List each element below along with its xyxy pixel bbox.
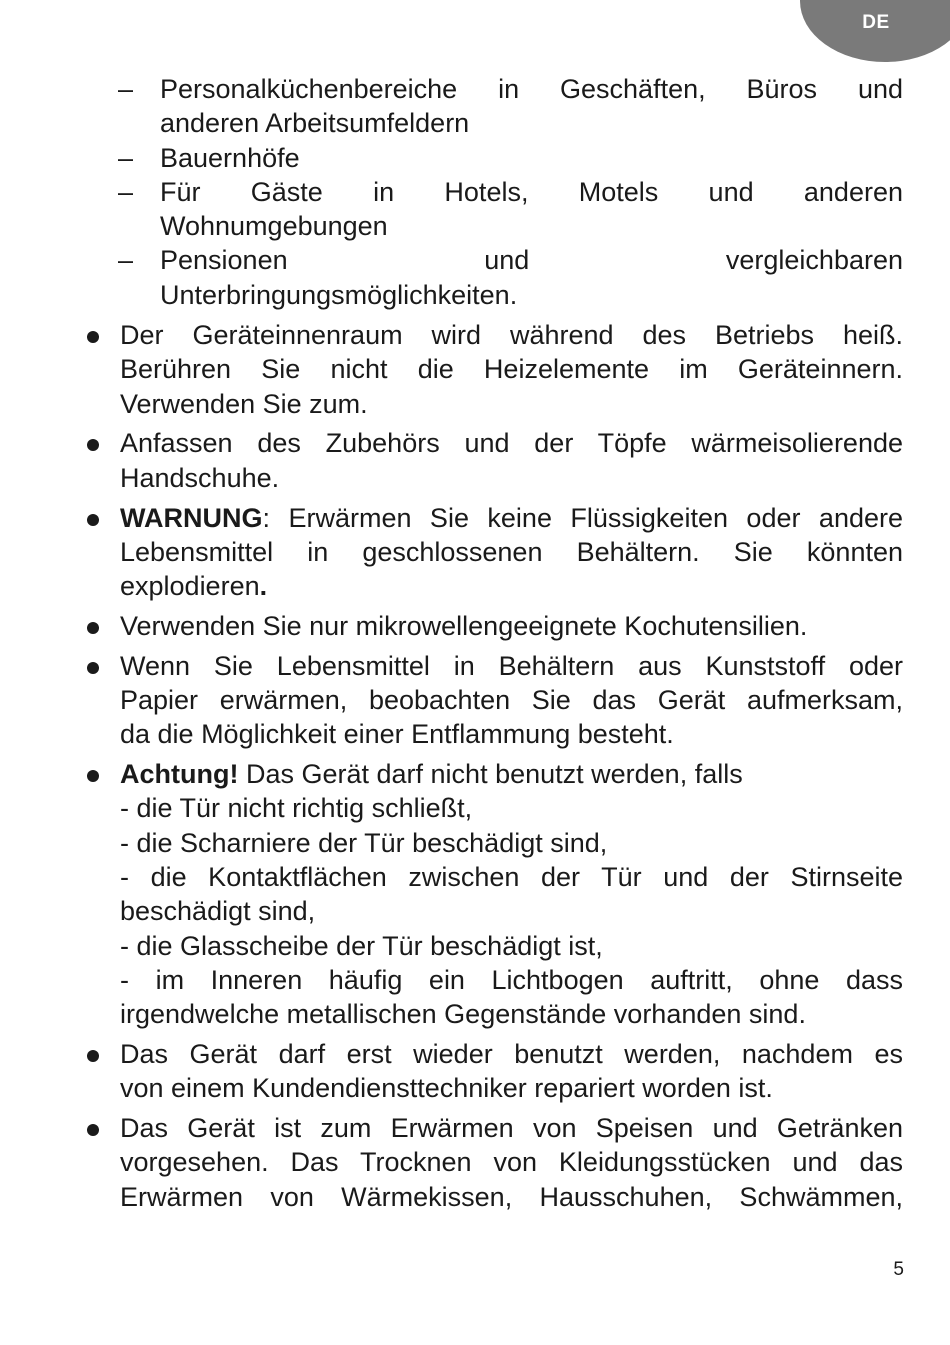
page-number: 5 bbox=[893, 1259, 904, 1280]
text-line: Erwärmen von Wärmekissen, Hausschuhen, Schwämmen, bbox=[120, 1181, 903, 1212]
page-body bbox=[0, 72, 950, 1214]
dash-marker: – bbox=[118, 142, 134, 173]
bullet-item-attention bbox=[120, 757, 903, 1031]
sub-list-item bbox=[118, 141, 903, 175]
text-line: irgendwelche metallischen Gegenstände vorhanden sind. bbox=[120, 999, 806, 1030]
text-line: Unterbringungsmöglichkeiten. bbox=[160, 279, 518, 310]
text-line: - die Scharniere der Tür beschädigt sind, bbox=[120, 827, 608, 858]
dash-marker: – bbox=[118, 245, 134, 276]
bullet-item-warning bbox=[120, 501, 903, 604]
bullet-dot-icon bbox=[87, 514, 99, 526]
text-line: - die Tür nicht richtig schließt, bbox=[120, 793, 473, 824]
text-fragment: Das Gerät darf nicht benutzt werden, falls bbox=[238, 759, 743, 790]
text-line: Wohnumgebungen bbox=[160, 211, 388, 242]
text-line: beschädigt sind, bbox=[120, 896, 316, 927]
text-line: Personalküchenbereiche in Geschäften, Büros und bbox=[160, 74, 903, 104]
text-line: Das Gerät darf erst wieder benutzt werden, nachdem es bbox=[120, 1039, 903, 1070]
text-line: Handschuhe. bbox=[120, 462, 280, 493]
dash-marker: – bbox=[118, 176, 134, 207]
bullet-item bbox=[120, 649, 903, 752]
dash-marker: – bbox=[118, 74, 134, 104]
sub-list-item bbox=[118, 72, 903, 141]
warning-label: WARNUNG bbox=[120, 502, 263, 533]
bullet-item bbox=[120, 609, 903, 643]
text-fragment: : Erwärmen Sie keine Flüssigkeiten oder andere bbox=[262, 502, 903, 533]
bullet-item bbox=[120, 318, 903, 421]
text-line: vorgesehen. Das Trocknen von Kleidungsstücken und das bbox=[120, 1147, 903, 1178]
text-line: - die Glasscheibe der Tür beschädigt ist, bbox=[120, 930, 603, 961]
text-line: da die Möglichkeit einer Entflammung besteht. bbox=[120, 719, 674, 750]
text-line: Lebensmittel in geschlossenen Behältern. Sie könnten bbox=[120, 536, 903, 567]
bullet-dot-icon bbox=[87, 1050, 99, 1062]
bullet-dot-icon bbox=[87, 1124, 99, 1136]
bullet-dot-icon bbox=[87, 622, 99, 634]
bullet-item bbox=[120, 1037, 903, 1106]
text-line bbox=[120, 569, 903, 603]
text-fragment: . bbox=[259, 571, 268, 602]
text-line: - die Kontaktflächen zwischen der Tür und der Stirnseite bbox=[120, 862, 903, 893]
text-line: Bauernhöfe bbox=[160, 142, 300, 173]
text-line: Für Gäste in Hotels, Motels und anderen bbox=[160, 176, 903, 207]
text-line: Wenn Sie Lebensmittel in Behältern aus Kunststoff oder bbox=[120, 650, 903, 681]
text-line: Das Gerät ist zum Erwärmen von Speisen und Getränken bbox=[120, 1113, 903, 1144]
text-line: Der Geräteinnenraum wird während des Betriebs heiß. bbox=[120, 320, 903, 351]
bullet-dot-icon bbox=[87, 439, 99, 451]
bullet-dot-icon bbox=[87, 770, 99, 782]
text-line: Verwenden Sie nur mikrowellengeeignete Kochutensilien. bbox=[120, 610, 808, 641]
bullet-item bbox=[120, 426, 903, 495]
sub-list-item bbox=[118, 175, 903, 244]
bullet-dot-icon bbox=[87, 662, 99, 674]
text-line: Papier erwärmen, beobachten Sie das Gerät aufmerksam, bbox=[120, 685, 903, 716]
text-line: Berühren Sie nicht die Heizelemente im Geräteinnern. bbox=[120, 354, 903, 385]
language-label: DE bbox=[862, 12, 890, 33]
text-line: - im Inneren häufig ein Lichtbogen auftritt, ohne dass bbox=[120, 964, 903, 995]
attention-label: Achtung! bbox=[120, 759, 239, 790]
bullet-dot-icon bbox=[87, 331, 99, 343]
text-line: von einem Kundendiensttechniker repariert worden ist. bbox=[120, 1073, 773, 1104]
bullet-item bbox=[120, 1111, 903, 1214]
sub-list-item bbox=[118, 243, 903, 312]
text-line bbox=[120, 757, 903, 791]
text-line: Verwenden Sie zum. bbox=[120, 388, 368, 419]
text-line: Anfassen des Zubehörs und der Töpfe wärmeisolierende bbox=[120, 428, 903, 459]
text-line bbox=[120, 501, 903, 535]
text-line: anderen Arbeitsumfeldern bbox=[160, 108, 470, 139]
text-line: Pensionen und vergleichbaren bbox=[160, 245, 903, 276]
text-fragment: explodieren bbox=[120, 571, 260, 602]
